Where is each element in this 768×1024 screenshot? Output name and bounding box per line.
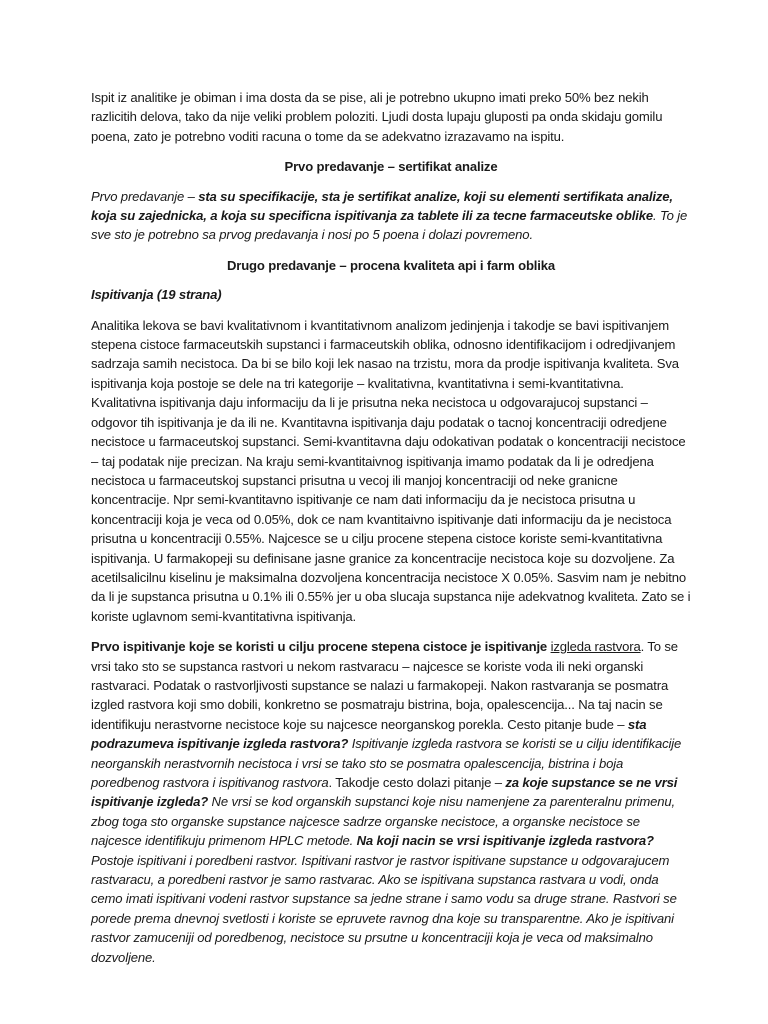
document-body — [91, 88, 691, 979]
heading-tests — [91, 285, 691, 304]
answer-appearance-test: Ispitivanje izgleda rastvora se koristi se u cilju identifikacije neorganskih nerastvornih necistoca i vrsi se tako sto se posmatra opalescencija, bistrina i boja poredbenog rastvora i ispitivanog rastvora — [91, 736, 682, 790]
first-lecture-note: . To je sve sto je potrebno sa prvog predavanja i nosi po 5 poena i dolazi povremeno. — [91, 208, 688, 243]
question-what-is-appearance-test: sta podrazumeva ispitivanje izgleda rastvora? — [91, 716, 647, 752]
answer-how-test-done: Postoje ispitivani i poredbeni rastvor. Ispitivani rastvor je rastvor ispitivane supstance u odgovarajucem rastvaracu, a poredbeni rastvor je samo rastvarac. Ako se ispitivana supstanca rastvara u vodi, onda cemo imati ispitivani vodeni rastvor supstance sa jedne strane i samo vodu sa druge strane. Rastvori se porede prema dnevnoj svetlosti i koriste se epruvete ravnog dna koje su transparentne. Ako je ispitivani rastvor zamuceniji od poredbenog, necistoce su prsutne u koncentraciji koja je veca od maksimalno dozvoljene. — [91, 852, 677, 965]
first-lecture-topics: sta su specifikacije, sta je sertifikat analize, koji su elementi sertifikata analize, koja su zajednicka, a koja su specificna ispitivanja za tablete ili za tecne farmaceutske oblike — [91, 188, 673, 224]
first-lecture-intro: Prvo predavanje – — [91, 188, 199, 204]
solution-appearance-term: izgleda rastvora — [550, 639, 641, 655]
frequent-question-lead: . Takodje cesto dolazi pitanje – — [328, 775, 506, 790]
heading-second-lecture: Drugo predavanje – procena kvaliteta api i farm oblika — [226, 257, 556, 273]
answer-which-substances: Ne vrsi se kod organskih supstanci koje nisu namenjene za parenteralnu primenu, zbog toga sto organske supstance najcesce sadrze organske necistoce, a organske necistoce se najcesce identifikuju primenom HPLC metode. — [91, 794, 675, 849]
heading-first-lecture: Prvo predavanje – sertifikat analize — [284, 159, 498, 175]
heading-tests-text: Ispitivanja (19 strana) — [91, 287, 222, 303]
question-how-test-done: Na koji nacin se vrsi ispitivanje izgleda rastvora? — [353, 833, 654, 849]
first-lecture-paragraph — [91, 187, 691, 245]
intro-paragraph: Ispit iz analitike je obiman i ima dosta da se pise, ali je potrebno ukupno imati preko 50% bez nekih razlicitih delova, tako da nije veliki problem poloziti. Ljudi dosta lupaju gluposti pa onda skidaju gomilu poena, zato je potrebno voditi racuna o tome da se adekvatno izrazavamo na ispitu. — [91, 90, 663, 144]
solution-appearance-paragraph — [91, 637, 691, 967]
question-which-substances: za koje supstance se ne vrsi ispitivanje izgleda? — [91, 775, 678, 810]
solution-appearance-text: . To se vrsi tako sto se supstanca rastvori u nekom rastvaracu – najcesce se koriste voda ili neki organski rastvaraci. Podatak o rastvorljivosti supstance se nalazi u farmakopeji. Nakon rastvaranja se posmatra izgled rastvora koji smo dobili, konkretno se posmatraju bistrina, boja, opalescencija... Na taj nacin se identifikuju nerastvorne necistoce koje su najcesce neorganskog porekla. Cesto pitanje bude – — [91, 639, 678, 732]
tests-paragraph: Analitika lekova se bavi kvalitativnom i kvantitativnom analizom jedinjenja i takodje se bavi ispitivanjem stepena cistoce farmaceutskih supstanci i farmaceutskih oblika, odnosno identifikacijom i odredjivanjem sadrzaja samih necistoca. Da bi se bilo koji lek nasao na trzistu, mora da prodje ispitivanja kvaliteta. Sva ispitivanja koja postoje se dele na tri kategorije – kvalitativna, kvantitativna i semi-kvantitativna. Kvalitativna ispitivanja daju informaciju da li je prisutna neka necistoca u odgovarajucoj supstanci – odgovor tih ispitivanja je da ili ne. Kvantitavna ispitivanja daju podatak o tacnoj koncentraciji odredjene necistoce u farmaceutskoj supstanci. Semi-kvantitavna daju odokativan podatak o koncentraciji necistoce – taj podatak nije precizan. Na kraju semi-kvantitaivnog ispitivanja imamo podatak da li je odredjena necistoca u farmaceutskoj supstanci prisutna u vecoj ili manjoj koncentraciji od neke granicne koncentracije. Npr semi-kvantitavno ispitivanje ce nam dati informaciju da je necistoca prisutna u koncentraciji koja je veca od 0.05%, dok ce nam kvantitaivno ispitivanje dati informaciju da je necistoca prisutna u koncentraciji 0.55%. Najcesce se u cilju procene stepena cistoce koriste semi-kvantitativna ispitivanja. U farmakopeji su definisane jasne granice za koncentracije necistoca koje su dozvoljene. Za acetilsalicilnu kiselinu je maksimalna dozvoljena koncentracija necistoce X 0.05%. Sasvim nam je nebitno da li je supstanca prisutna u 0.1% ili 0.55% jer u oba slucaja supstanca nije adekvatnog kvaliteta. Zato se i koriste uglavnom semi-kvantitativna ispitivanja. — [91, 317, 691, 624]
first-test-sentence: Prvo ispitivanje koje se koristi u cilju procene stepena cistoce je ispitivanje — [91, 639, 551, 655]
